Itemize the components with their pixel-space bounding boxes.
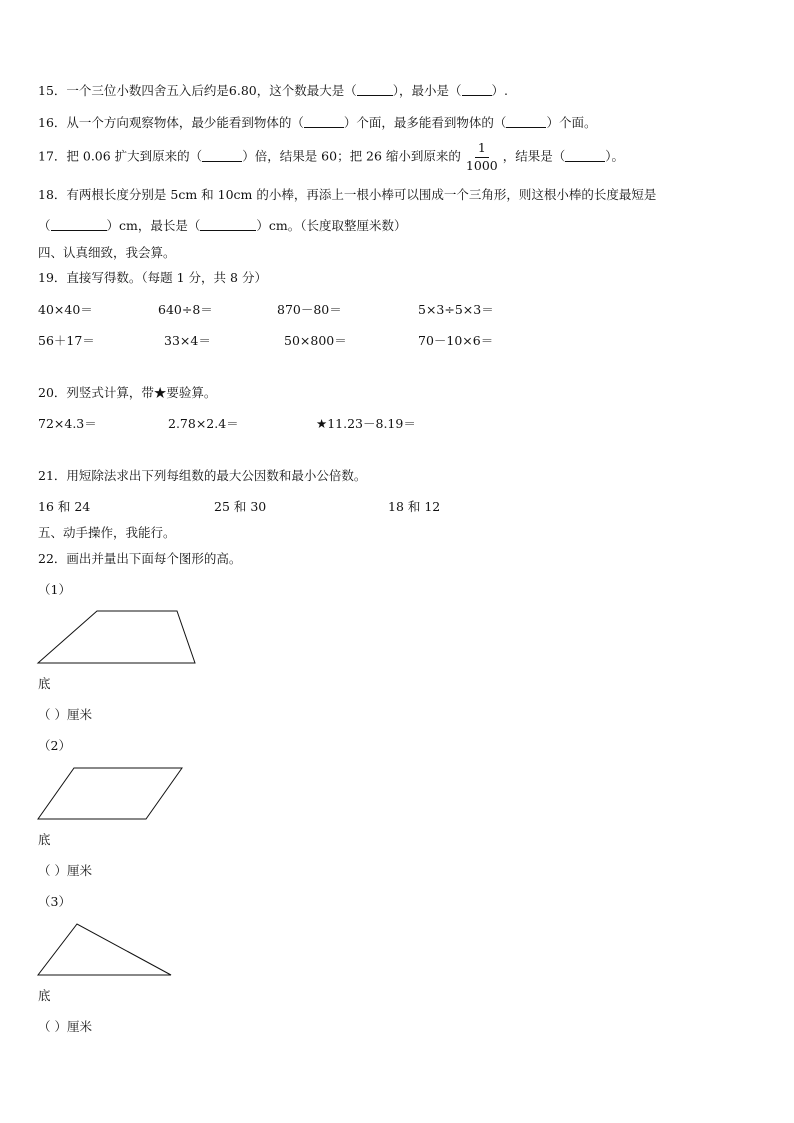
- q17-text-a: 17．把 0.06 扩大到原来的（: [38, 148, 203, 164]
- q19-item: 33×4＝: [164, 333, 211, 348]
- q15-text-a: 15．一个三位小数四舍五入后约是6.80，这个数最大是（: [38, 83, 357, 98]
- section-5-heading: 五、动手操作，我能行。: [38, 525, 176, 540]
- figure-3-answer: （ ）厘米: [38, 1019, 92, 1034]
- figure-3-label: （3）: [38, 894, 71, 909]
- q19-item: 50×800＝: [284, 333, 347, 348]
- q17-text-b: ）倍，结果是 60；把 26 缩小到原来的: [242, 148, 461, 164]
- q18-text-a: （: [38, 218, 51, 233]
- q20-item: ★11.23－8.19＝: [316, 416, 416, 431]
- figure-3-base-label: 底: [38, 988, 51, 1003]
- q20-item: 72×4.3＝: [38, 416, 97, 431]
- question-20-title: 20．列竖式计算，带★要验算。: [38, 385, 217, 400]
- q16-text-a: 16．从一个方向观察物体，最少能看到物体的（: [38, 115, 304, 130]
- q15-text-c: ）.: [491, 83, 508, 98]
- figure-1-label: （1）: [38, 582, 71, 597]
- q19-item: 5×3÷5×3＝: [418, 302, 494, 317]
- q21-item: 25 和 30: [214, 499, 267, 514]
- q21-item: 16 和 24: [38, 499, 91, 514]
- section-4-heading: 四、认真细致，我会算。: [38, 245, 176, 260]
- q16-text-b: ）个面，最多能看到物体的（: [343, 115, 507, 130]
- figure-2-base-label: 底: [38, 832, 51, 847]
- fraction-denominator: 1000: [465, 157, 498, 173]
- q18-text-b: ）cm，最长是（: [106, 218, 201, 233]
- figure-1-base-label: 底: [38, 676, 51, 691]
- fraction-numerator: 1: [475, 142, 489, 158]
- question-22-title: 22．画出并量出下面每个图形的高。: [38, 551, 242, 566]
- q17-text-c: ，结果是（: [502, 148, 566, 164]
- q19-item: 40×40＝: [38, 302, 93, 317]
- q19-item: 870－80＝: [277, 302, 342, 317]
- figure-2-answer: （ ）厘米: [38, 863, 92, 878]
- question-21-title: 21．用短除法求出下列每组数的最大公因数和最小公倍数。: [38, 468, 367, 483]
- q19-item: 56＋17＝: [38, 333, 95, 348]
- q15-text-b: ），最小是（: [392, 83, 462, 98]
- q18-text-c: ）cm。（长度取整厘米数）: [256, 218, 407, 233]
- question-18-line1: 18．有两根长度分别是 5cm 和 10cm 的小棒，再添上一根小棒可以围成一个三角形，则这根小棒的长度最短是: [38, 187, 657, 202]
- figure-1-answer: （ ）厘米: [38, 707, 92, 722]
- q19-item: 70－10×6＝: [418, 333, 494, 348]
- q17-text-d: ）。: [605, 148, 625, 164]
- q21-item: 18 和 12: [388, 499, 441, 514]
- q20-item: 2.78×2.4＝: [168, 416, 239, 431]
- q16-text-c: ）个面。: [546, 115, 597, 130]
- question-19-title: 19．直接写得数。（每题 1 分，共 8 分）: [38, 270, 267, 285]
- q19-item: 640÷8＝: [158, 302, 213, 317]
- figure-2-label: （2）: [38, 738, 71, 753]
